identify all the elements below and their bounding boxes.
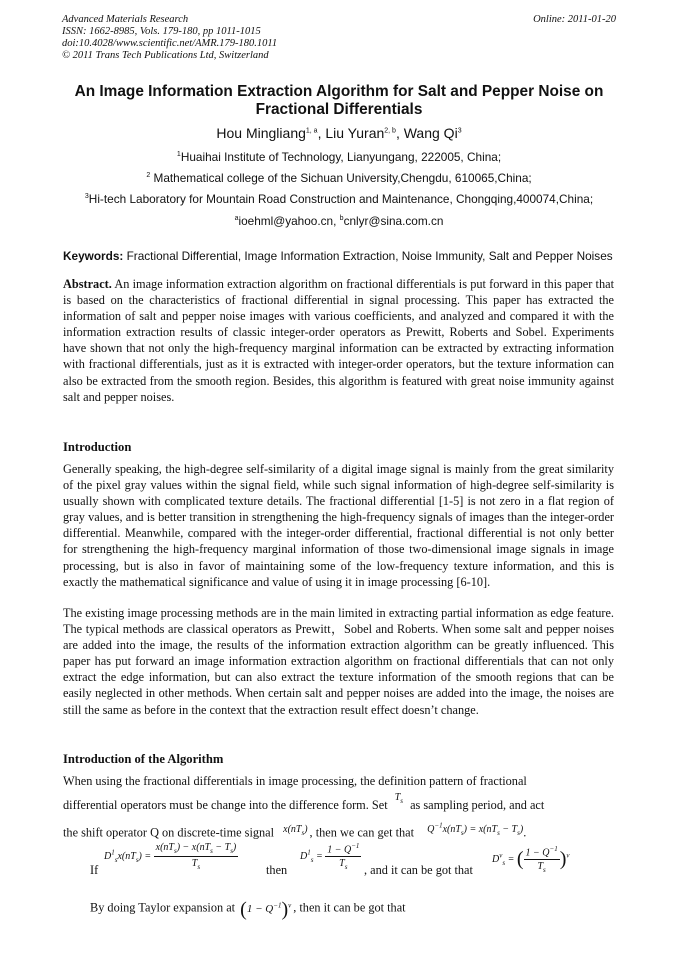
math-sampling-period <box>395 792 403 803</box>
email-a-sup: a <box>234 215 239 223</box>
affiliation-3-sup: 3 <box>84 193 89 201</box>
math-paren: ) <box>232 842 237 853</box>
math-x: x(nT <box>155 842 174 853</box>
math-T: T <box>537 861 544 873</box>
author-separator: , <box>395 125 404 141</box>
keywords-label: Keywords: <box>63 249 124 263</box>
math-sub-s: s <box>543 866 546 875</box>
affiliation-2 <box>30 171 648 185</box>
algo-line-2 <box>63 792 545 818</box>
math-1-minus-Q: 1 − Q <box>246 902 274 915</box>
title-line-1: An Image Information Extraction Algorithm for Salt and Pepper Noise on <box>74 83 604 100</box>
math-sub-s: s <box>197 863 201 871</box>
doi-line: doi:10.4028/www.scientific.net/AMR.179-180.1011 <box>62 38 278 49</box>
math-taylor-point: $(1 - Q^{-1})^\nu$ <box>240 898 292 921</box>
intro-paragraph-2: The existing image processing methods are in the main limited in extracting partial information as edge feature. The typical methods are classical operators as Prewitt，Sobel and Roberts. When some salt and pepper noises are added into the image, the results of the information extraction algorithm can be greatly influenced. This paper has put forward an image information extraction algorithm on fractional differentials that can not only extract the edge information, but can also extract the texture information of the smooth regions that can be easily neglected in other methods. When certain salt and pepper noises are added into the image, the noises are still the same as before in the context that the extraction result effect doesn’t change. <box>63 606 614 717</box>
math-paren: ) <box>304 824 308 836</box>
math-sup-minus1: −1 <box>434 822 443 830</box>
math-paren: ) <box>519 824 524 836</box>
keywords-text: Fractional Differential, Image Information Extraction, Noise Immunity, Salt and Pepper Noises <box>123 249 613 263</box>
algo-line-1: When using the fractional differentials in image processing, the definition pattern of fractional <box>63 774 527 788</box>
math-sup-nu: ν <box>499 851 503 860</box>
equation-first-difference: $D^1_sx(nT_s)$ = $\frac{x(nT_s) - x(nT_s - T_s)}{T_s}$ <box>104 842 237 871</box>
math-minus-T: − T <box>499 824 518 836</box>
algo-taylor-text-b: , then it can be got that <box>293 900 406 915</box>
fraction <box>154 842 239 871</box>
math-sub-s: s <box>497 829 500 838</box>
author-list <box>40 125 638 141</box>
math-sub-s: s <box>310 855 314 864</box>
math-sup-minus1: −1 <box>549 845 558 853</box>
author-1: Hou Mingliang <box>216 125 306 141</box>
math-sub-s: s <box>173 847 177 855</box>
abstract-label: Abstract. <box>63 277 112 291</box>
math-1-minus-Q: 1 − Q <box>525 847 550 859</box>
math-x: x(nT <box>283 824 302 836</box>
author-separator: , <box>317 125 326 141</box>
email-b-sup: b <box>339 215 344 223</box>
affiliation-1-text: Huaihai Institute of Technology, Lianyungang, 222005, China; <box>180 150 502 164</box>
author-2: Liu Yuran <box>325 125 385 141</box>
author-3-sup: 3 <box>457 127 462 135</box>
math-paren: ) <box>138 850 142 862</box>
affiliation-2-text: Mathematical college of the Sichuan University,Chengdu, 610065,China; <box>150 171 532 185</box>
math-sup-1: 1 <box>307 848 311 857</box>
math-eq: ) = x(nT <box>463 824 498 836</box>
keywords <box>63 249 614 263</box>
algo-line-3-period: . <box>523 825 527 840</box>
copyright-line: © 2011 Trans Tech Publications Ltd, Switzerland <box>62 50 269 61</box>
section-heading-introduction: Introduction <box>63 440 132 454</box>
algo-line-2-text-a: differential operators must be change into the difference form. Set <box>63 798 388 812</box>
math-D: D <box>300 850 308 862</box>
fraction-numerator <box>524 845 560 860</box>
abstract-text: An image information extraction algorithm on fractional differentials is put forward in this paper that is based on the characteristics of fractional differential in signal processing. This paper has extracted the information of salt and pepper noise images with various coefficients, and analyzed and compared it with the information extraction results of classic integer-order operators as Prewitt, Roberts and Sobel. Experiments have shown that not only the high-frequency marginal information can be extracted by extracting information with fractional differentials, just as it is extracted with integer-order operators, but the texture information can also be extracted from the smooth region. Besides, this algorithm is featured with great noise immunity against salt and pepper noises. <box>63 277 614 404</box>
fraction-numerator <box>325 842 361 857</box>
math-x: x(nT <box>442 824 461 836</box>
math-Q: Q <box>427 824 435 836</box>
math-D: D <box>104 850 112 862</box>
affiliation-1 <box>30 150 648 164</box>
algo-if-label: If <box>90 863 99 877</box>
algo-got-label: , and it can be got that <box>364 863 473 877</box>
affiliation-2-sup: 2 <box>146 172 151 180</box>
affiliation-1-sup: 1 <box>176 151 181 159</box>
author-2-sup: 2, b <box>384 127 396 135</box>
equation-first-operator: $D^1_s$ = $\frac{1 - Q^{-1}}{T_s}$ <box>300 842 360 872</box>
math-D: D <box>492 853 500 865</box>
email-a: ioehml@yahoo.cn, <box>238 214 340 228</box>
math-T: T <box>191 858 198 869</box>
math-signal <box>283 824 308 838</box>
math-sup-nu: ν <box>566 851 570 860</box>
math-sub-s: s <box>502 858 506 867</box>
fraction <box>325 842 361 871</box>
fraction <box>524 845 560 874</box>
title-line-2: Fractional Differentials <box>255 101 423 118</box>
math-sub-s: s <box>114 855 118 864</box>
math-sub-s: s <box>400 797 403 805</box>
fraction-numerator <box>154 842 239 857</box>
math-sup-minus1: −1 <box>351 842 360 850</box>
math-minus: ) − x(nT <box>176 842 211 853</box>
algo-line-3-text-b: , then we can get that <box>309 825 415 840</box>
fraction-denominator <box>524 860 560 874</box>
fraction-denominator <box>154 857 239 871</box>
author-3: Wang Qi <box>403 125 458 141</box>
math-sup-minus1: −1 <box>273 901 282 909</box>
fraction-denominator <box>325 857 361 871</box>
math-T: T <box>394 792 401 803</box>
algo-line-3-text-a: the shift operator Q on discrete-time signal <box>63 825 275 840</box>
math-sub-s: s <box>517 829 520 838</box>
math-sub-s: s <box>210 847 213 855</box>
math-1-minus-Q: 1 − Q <box>327 844 352 856</box>
math-T: T <box>339 858 345 870</box>
algo-then-label: then <box>266 863 288 877</box>
equation-fractional-operator: $D^\nu_s$ = ( $\frac{1 - Q^{-1}}{T_s}$ )$^\nu$ <box>492 845 570 875</box>
math-minus-T: − T <box>212 842 231 853</box>
math-sub-s: s <box>135 855 139 864</box>
intro-paragraph-1: Generally speaking, the high-degree self-similarity of a digital image signal is mainly from the great similarity of the pixel gray values within the signal field, while such signal information of high-degree self-similarity is usually shown with complicated texture details. The fractional differential [1-5] is not zero in a flat region of gray values, and is better transition in strengthening the high-frequency signals of images than the integer-order differential. Meanwhile, compared with the integer-order differential, fractional differential is not only better for strengthening the high-frequency marginal information of those two-dimensional image signals in image processing, but is also in favor of maintaining some of the low-frequency texture information, and this is exactly the mathematical significance and value of using it in image processing [6-10]. <box>63 462 614 589</box>
math-shift-operator <box>427 822 524 838</box>
affiliation-3-text: Hi-tech Laboratory for Mountain Road Construction and Maintenance, Chongqing,400074,China; <box>88 192 594 206</box>
paper-title <box>56 83 622 119</box>
algo-line-2-text-b: as sampling period, and act <box>410 798 545 812</box>
affiliation-3 <box>30 192 648 206</box>
abstract <box>63 276 614 405</box>
author-1-sup: 1, a <box>305 127 318 135</box>
journal-name: Advanced Materials Research <box>62 14 189 25</box>
section-heading-algorithm: Introduction of the Algorithm <box>63 752 224 766</box>
math-sub-s: s <box>301 829 305 838</box>
math-sub-s: s <box>230 847 233 855</box>
issn-line: ISSN: 1662-8985, Vols. 179-180, pp 1011-1015 <box>62 26 261 37</box>
online-date: Online: 2011-01-20 <box>533 14 616 25</box>
math-x: x(nT <box>117 850 136 862</box>
algo-taylor-line <box>90 897 406 921</box>
email-b: cnlyr@sina.com.cn <box>343 214 444 228</box>
email-line <box>30 214 648 228</box>
math-sub-s: s <box>460 829 464 838</box>
math-sub-s: s <box>344 863 348 872</box>
algo-taylor-text-a: By doing Taylor expansion at <box>90 900 236 915</box>
math-sup-nu: ν <box>288 901 292 909</box>
math-sup-1: 1 <box>111 848 115 857</box>
